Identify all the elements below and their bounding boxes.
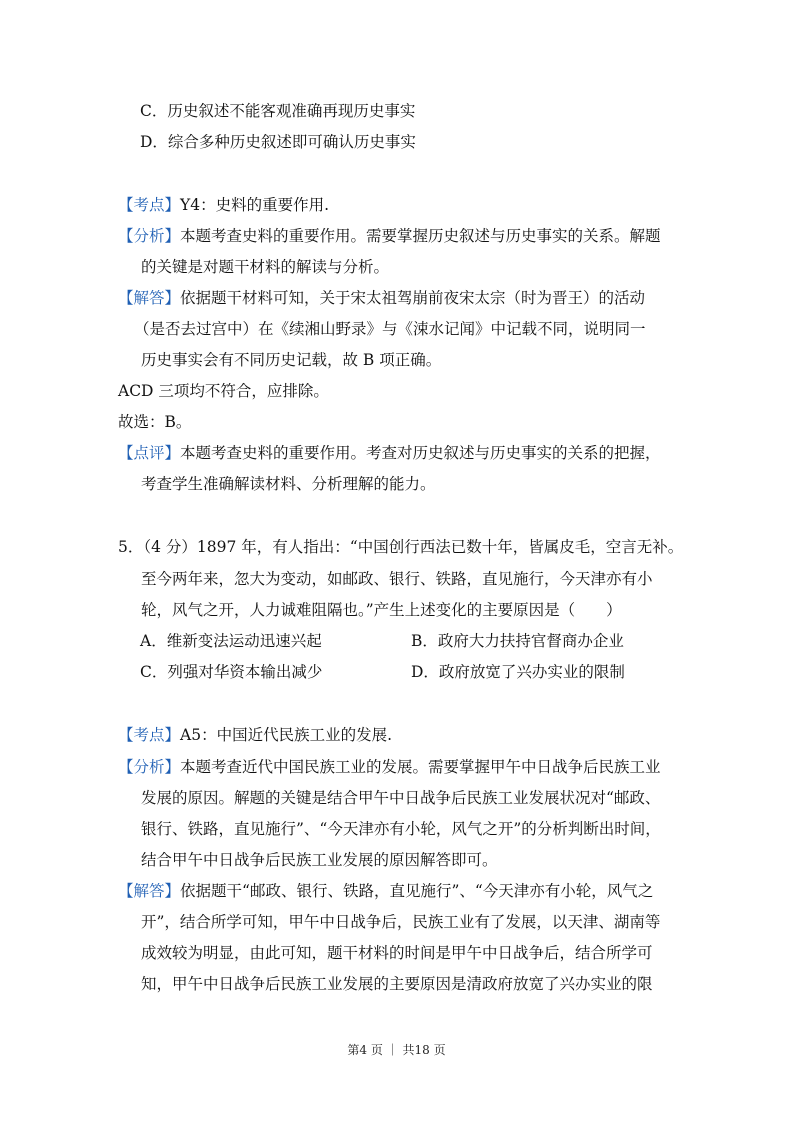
q5-kaodian [118,724,392,746]
q4-dianping-cont: 考查学生准确解读材料、分析理解的能力。 [141,475,436,493]
q4-dianping [118,442,661,464]
q5-stem-2: 至今两年来，忽大为变动，如邮政、银行、铁路，直见施行，今天津亦有小 [141,570,653,588]
q5-fenxi-cont-1: 发展的原因。解题的关键是结合甲午中日战争后民族工业发展状况对“邮政、 [141,789,661,807]
page-footer: 第4 页 ｜ 共18 页 [347,1043,446,1057]
q5-option-d: D．政府放宽了兴办实业的限制 [411,663,625,681]
q5-jieda-cont-3: 知，甲午中日战争后民族工业发展的主要原因是清政府放宽了兴办实业的限 [141,975,653,993]
q4-fenxi [118,225,661,247]
jieda-tag: 【解答】 [118,289,181,307]
q4-jieda-cont-1: （是否去过宫中）在《续湘山野录》与《涑水记闻》中记载不同，说明同一 [134,320,646,338]
fenxi-text: 本题考查近代中国民族工业的发展。需要掌握甲午中日战争后民族工业 [180,758,661,776]
q5-stem-3: 轮，风气之开，人力诚难阻隔也。”产生上述变化的主要原因是（ ） [141,601,622,619]
q5-option-a: A．维新变法运动迅速兴起 [140,632,322,650]
kaodian-tag: 【考点】 [118,726,181,744]
q4-jieda [118,287,645,309]
q4-option-c: C．历史叙述不能客观准确再现历史事实 [140,102,416,120]
q4-extra-2: 故选：B。 [118,413,192,431]
fenxi-tag: 【分析】 [118,758,181,776]
q5-stem-1: 5．（4 分）1897 年，有人指出：“中国创行西法已数十年，皆属皮毛，空言无补。 [118,538,684,556]
q4-fenxi-cont: 的关键是对题干材料的解读与分析。 [141,258,390,276]
q5-option-c: C．列强对华资本输出减少 [140,663,323,681]
fenxi-tag: 【分析】 [118,227,181,245]
q5-jieda-cont-1: 开”，结合所学可知，甲午中日战争后，民族工业有了发展，以天津、湖南等 [141,913,661,931]
q5-fenxi-cont-2: 银行、铁路，直见施行”、“今天津亦有小轮，风气之开”的分析判断出时间， [141,820,661,838]
fenxi-text: 本题考查史料的重要作用。需要掌握历史叙述与历史事实的关系。解题 [180,227,661,245]
jieda-text: 依据题干材料可知，关于宋太祖驾崩前夜宋太宗（时为晋王）的活动 [180,289,646,307]
q5-fenxi [118,756,661,778]
q5-option-b: B．政府大力扶持官督商办企业 [411,632,624,650]
q4-jieda-cont-2: 历史事实会有不同历史记载，故 B 项正确。 [141,351,442,369]
q4-option-d: D．综合多种历史叙述即可确认历史事实 [140,133,416,151]
q4-extra-1: ACD 三项均不符合，应排除。 [118,382,329,400]
q5-jieda-cont-2: 成效较为明显，由此可知，题干材料的时间是甲午中日战争后，结合所学可 [141,944,653,962]
dianping-tag: 【点评】 [118,444,181,462]
q5-fenxi-cont-3: 结合甲午中日战争后民族工业发展的原因解答即可。 [141,851,498,869]
dianping-text: 本题考查史料的重要作用。考查对历史叙述与历史事实的关系的把握， [180,444,661,462]
kaodian-text: A5：中国近代民族工业的发展. [180,726,392,744]
jieda-text: 依据题干“邮政、银行、铁路，直见施行”、“今天津亦有小轮，风气之 [180,882,654,900]
kaodian-text: Y4：史料的重要作用. [180,196,330,214]
jieda-tag: 【解答】 [118,882,181,900]
kaodian-tag: 【考点】 [118,196,181,214]
q4-kaodian [118,194,329,216]
q5-jieda [118,880,653,902]
